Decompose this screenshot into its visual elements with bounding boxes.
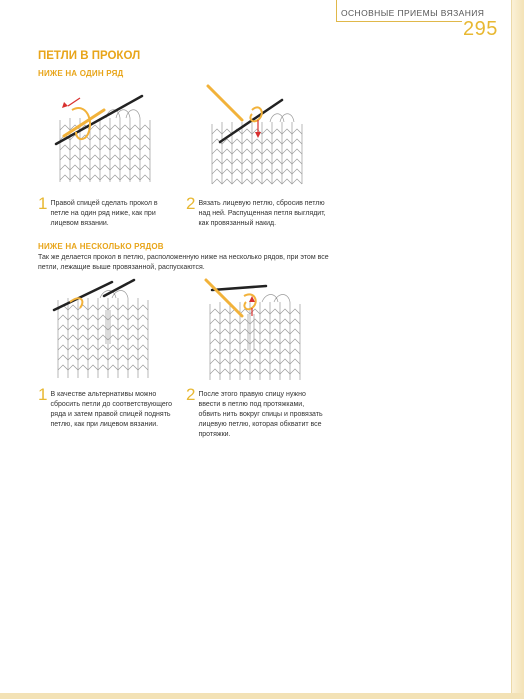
- step-text: В качестве альтернативы можно сбросить петли до соответствующего ряда и затем правой спицей поднять петлю, как при лицевом вязании.: [50, 391, 173, 428]
- section-title: ПЕТЛИ В ПРОКОЛ: [38, 50, 141, 62]
- step-2-one-row: [186, 196, 326, 229]
- step-1-one-row: [38, 196, 176, 229]
- knitting-illustration-step-2: [200, 80, 320, 190]
- header-divider: [336, 0, 337, 22]
- step-number: 1: [38, 194, 48, 213]
- knitting-illustration-step-1: [46, 78, 166, 188]
- running-head: ОСНОВНЫЕ ПРИЕМЫ ВЯЗАНИЯ: [341, 8, 485, 18]
- subsection-title-one-row: НИЖЕ НА ОДИН РЯД: [38, 69, 124, 78]
- step-number: 1: [38, 385, 48, 404]
- intro-paragraph: Так же делается прокол в петлю, расположенную ниже на несколько рядов, при этом все петли, лежащие выше провязанной, распускаются.: [38, 254, 329, 271]
- step-2-several-rows: [186, 387, 328, 440]
- header-rule: [336, 21, 462, 22]
- step-text: Вязать лицевую петлю, сбросив петлю над ней. Распущенная петля выглядит, как провязанный накид.: [198, 200, 326, 227]
- step-text: Правой спицей сделать прокол в петле на один ряд ниже, как при лицевом вязании.: [50, 200, 158, 227]
- step-number: 2: [186, 385, 196, 404]
- knitting-illustration-step-4: [202, 276, 322, 386]
- knitting-illustration-step-3: [50, 274, 170, 384]
- subsection-title-several-rows: НИЖЕ НА НЕСКОЛЬКО РЯДОВ: [38, 242, 164, 251]
- page-edge: [511, 0, 524, 699]
- step-text: После этого правую спицу нужно ввести в петлю под протяжками, обвить нить вокруг спицы и провязать лицевую петлю, которая обхватит все протяжки.: [198, 391, 323, 438]
- page-bottom-edge: [0, 693, 524, 699]
- step-1-several-rows: [38, 387, 180, 430]
- step-number: 2: [186, 194, 196, 213]
- page-number: 295: [463, 18, 498, 40]
